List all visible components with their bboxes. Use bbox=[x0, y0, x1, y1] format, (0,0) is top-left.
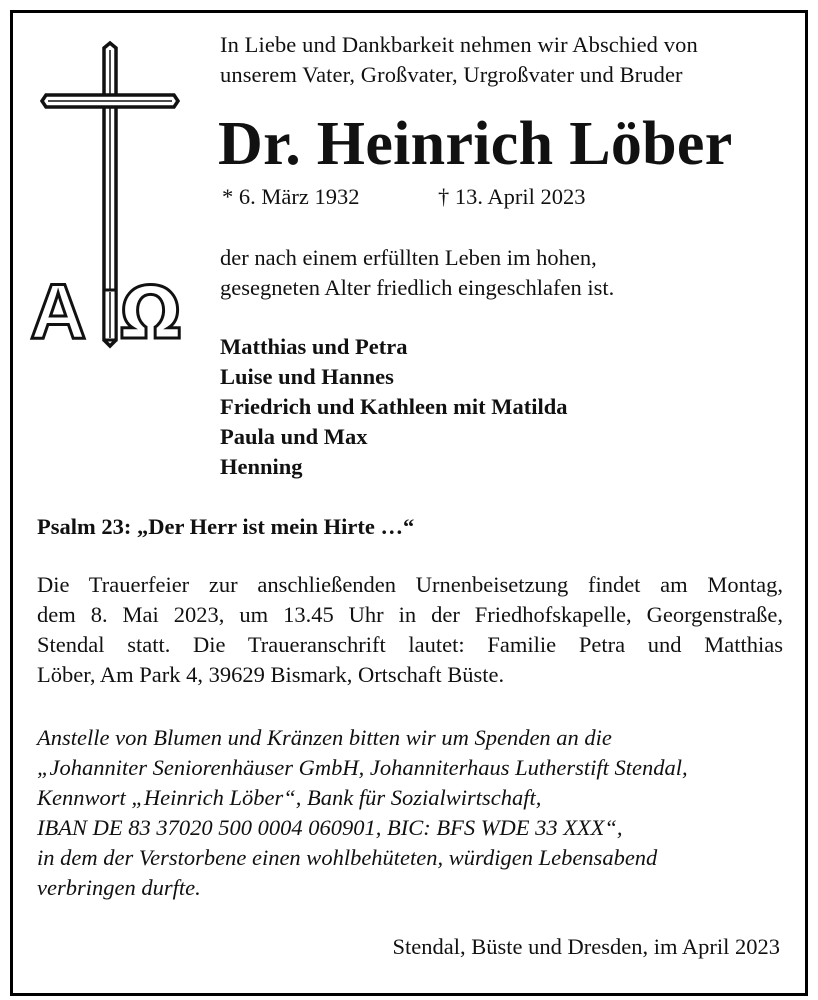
donation-request bbox=[37, 723, 688, 903]
family-list bbox=[220, 332, 568, 482]
omega-letter: Ω bbox=[120, 271, 182, 355]
donation-line: IBAN DE 83 37020 500 0004 060901, BIC: BFS WDE 33 XXX“, bbox=[37, 815, 623, 840]
ceremony-line: dem 8. Mai 2023, um 13.45 Uhr in der Friedhofskapelle, Georgenstraße, bbox=[37, 602, 783, 627]
donation-line: Anstelle von Blumen und Kränzen bitten wir um Spenden an die bbox=[37, 725, 612, 750]
ceremony-line: Stendal statt. Die Traueranschrift lautet: Familie Petra und Matthias bbox=[37, 632, 783, 657]
psalm-quote: Psalm 23: „Der Herr ist mein Hirte …“ bbox=[37, 514, 415, 539]
death-date: † 13. April 2023 bbox=[438, 184, 586, 209]
description bbox=[220, 243, 614, 303]
family-member: Paula und Max bbox=[220, 424, 368, 449]
ceremony-line: Löber, Am Park 4, 39629 Bismark, Ortschaft Büste. bbox=[37, 662, 505, 687]
donation-line: verbringen durfte. bbox=[37, 875, 201, 900]
alpha-letter: A bbox=[30, 267, 87, 355]
family-member: Friedrich und Kathleen mit Matilda bbox=[220, 394, 568, 419]
donation-line: „Johanniter Seniorenhäuser GmbH, Johanniterhaus Lutherstift Stendal, bbox=[37, 755, 688, 780]
intro-line: In Liebe und Dankbarkeit nehmen wir Abschied von bbox=[220, 32, 698, 57]
cross-alpha-omega-icon bbox=[28, 40, 198, 360]
family-member: Matthias und Petra bbox=[220, 334, 408, 359]
donation-line: in dem der Verstorbene einen wohlbehüteten, würdigen Lebensabend bbox=[37, 845, 658, 870]
donation-line: Kennwort „Heinrich Löber“, Bank für Sozialwirtschaft, bbox=[37, 785, 542, 810]
intro-line: unserem Vater, Großvater, Urgroßvater und Bruder bbox=[220, 62, 683, 87]
birth-date: * 6. März 1932 bbox=[222, 184, 360, 209]
cross-emblem bbox=[28, 40, 198, 360]
place-date-signature: Stendal, Büste und Dresden, im April 2023 bbox=[392, 934, 780, 959]
ceremony-line: Die Trauerfeier zur anschließenden Urnenbeisetzung findet am Montag, bbox=[37, 572, 783, 597]
description-line: gesegneten Alter friedlich eingeschlafen ist. bbox=[220, 275, 615, 300]
ceremony-info bbox=[37, 570, 783, 690]
family-member: Henning bbox=[220, 454, 303, 479]
intro-text bbox=[220, 30, 800, 90]
deceased-name: Dr. Heinrich Löber bbox=[218, 110, 733, 178]
description-line: der nach einem erfüllten Leben im hohen, bbox=[220, 245, 597, 270]
family-member: Luise und Hannes bbox=[220, 364, 394, 389]
life-dates bbox=[222, 182, 586, 212]
